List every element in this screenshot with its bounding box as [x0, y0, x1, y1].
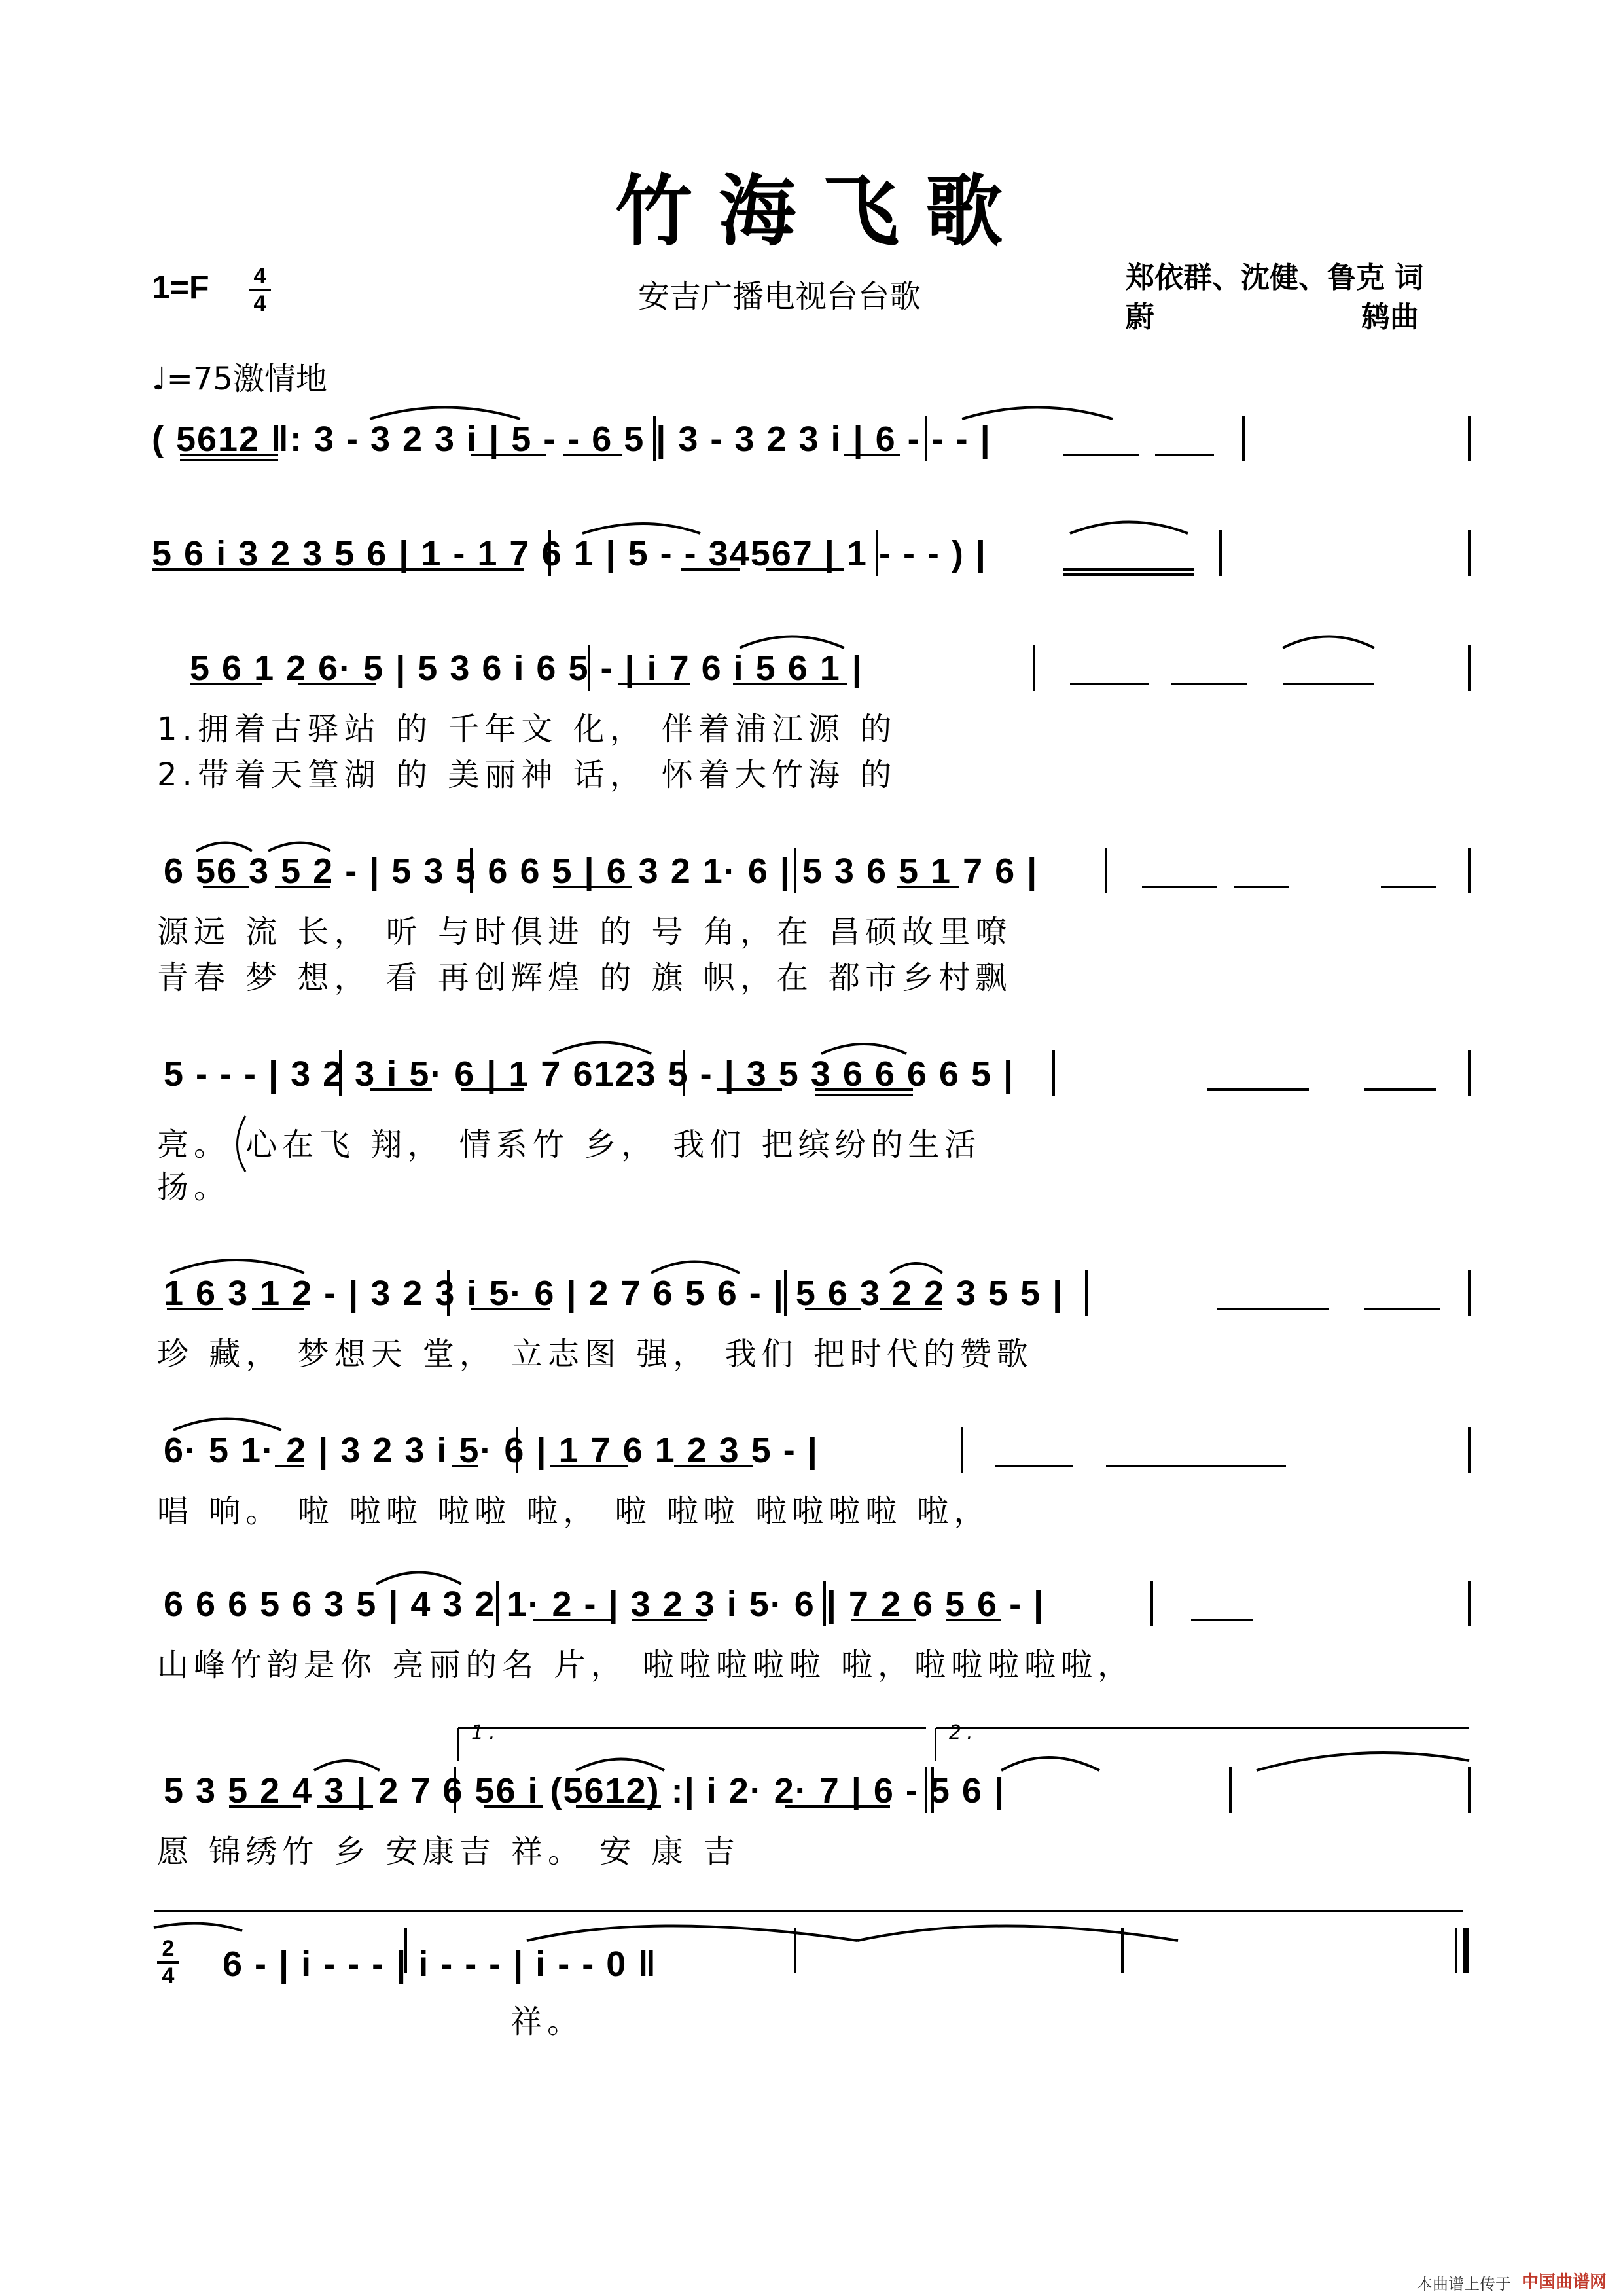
time-signature-change-bottom: 4	[162, 1964, 175, 1988]
song-subtitle: 安吉广播电视台台歌	[638, 278, 921, 315]
time-signature-change-top: 2	[162, 1936, 175, 1961]
footer-upload-text: 本曲谱上传于	[1417, 2275, 1511, 2293]
system-3-lyric-verse2: 2.带着天篁湖 的 美丽神 话， 怀着大竹海 的	[157, 757, 897, 793]
system-2-notes: 5 6 i 3 2 3 5 6 | 1 - 1 7 6 1 | 5 - - 34567 | 1 - - - ) |	[152, 534, 988, 573]
system-5-notes: 5 - - - | 3 2 3 i 5· 6 | 1 7 6123 5 - | 3 5 3 6 6 6 6 5 |	[164, 1054, 1015, 1094]
system-4-lyric-verse1: 源远 流 长， 听 与时俱进 的 号 角，在 昌硕故里嘹	[157, 914, 1012, 950]
system-8-notes: 6 6 6 5 6 3 5 | 4 3 2 1· 2 - | 3 2 3 i 5· 6 | 7 2 6 5 6 - |	[164, 1585, 1045, 1624]
system-9-notes: 5 3 5 2 4 3 | 2 7 6 56 i (5612) :| i 2· 2· 7 | 6 - 5 6 |	[164, 1771, 1006, 1810]
system-8-lyric: 山峰竹韵是你 亮丽的名 片， 啦啦啦啦啦 啦，啦啦啦啦啦，	[157, 1647, 1135, 1683]
key-signature: 1=F	[152, 269, 209, 306]
time-signature-bottom: 4	[253, 291, 266, 316]
system-5-lyric-verse1: 亮。 心在飞 翔， 情系竹 乡， 我们 把缤纷的生活	[157, 1126, 982, 1163]
system-10-notes: 6 - | i - - - | i - - - | i - - 0 ‖	[223, 1945, 658, 1984]
time-signature-top: 4	[253, 264, 266, 289]
system-10-lyric: 祥。	[510, 2003, 584, 2040]
song-title: 竹海飞歌	[615, 166, 1029, 257]
system-4-notes: 6 56 3 5 2 - | 5 3 5 6 6 5 | 6 3 2 1· 6 | 5 3 6 5 1 7 6 |	[164, 852, 1039, 891]
site-logo: 中国曲谱网	[1522, 2272, 1607, 2292]
system-3-notes: 5 6 1 2 6· 5 | 5 3 6 i 6 5 - | i 7 6 i 5 6 1 |	[190, 649, 863, 688]
system-6-lyric: 珍 藏， 梦想天 堂， 立志图 强， 我们 把时代的赞歌	[157, 1336, 1033, 1372]
volta-2-label: 2.	[949, 1721, 978, 1744]
tempo-marking: ♩=75激情地	[152, 361, 327, 397]
composer-credit-tail: 鸫曲	[1361, 300, 1419, 334]
system-1-notes: ( 5612 ‖: 3 - 3 2 3 i | 5 - - 6 5 | 3 - 3 2 3 i | 6 - - - |	[152, 420, 991, 459]
system-7-notes: 6· 5 1· 2 | 3 2 3 i 5· 6 | 1 7 6 1 2 3 5 - |	[164, 1431, 819, 1470]
system-3-lyric-verse1: 1.拥着古驿站 的 千年文 化， 伴着浦江源 的	[157, 711, 897, 747]
volta-1-label: 1.	[471, 1721, 501, 1744]
system-6-notes: 1 6 3 1 2 - | 3 2 3 i 5· 6 | 2 7 6 5 6 - | 5 6 3 2 2 3 5 5 |	[164, 1274, 1064, 1313]
lyricist-credit: 郑依群、沈健、鲁克 词	[1126, 261, 1424, 295]
system-4-lyric-verse2: 青春 梦 想， 看 再创辉煌 的 旗 帜，在 都市乡村飘	[157, 960, 1012, 996]
system-5-lyric-verse2: 扬。	[157, 1169, 231, 1206]
composer-credit-name: 蔚	[1126, 300, 1154, 334]
system-9-lyric: 愿 锦绣竹 乡 安康吉 祥。 安 康 吉	[157, 1833, 740, 1870]
system-7-lyric: 唱 响。 啦 啦啦 啦啦 啦， 啦 啦啦 啦啦啦啦 啦，	[157, 1493, 991, 1530]
